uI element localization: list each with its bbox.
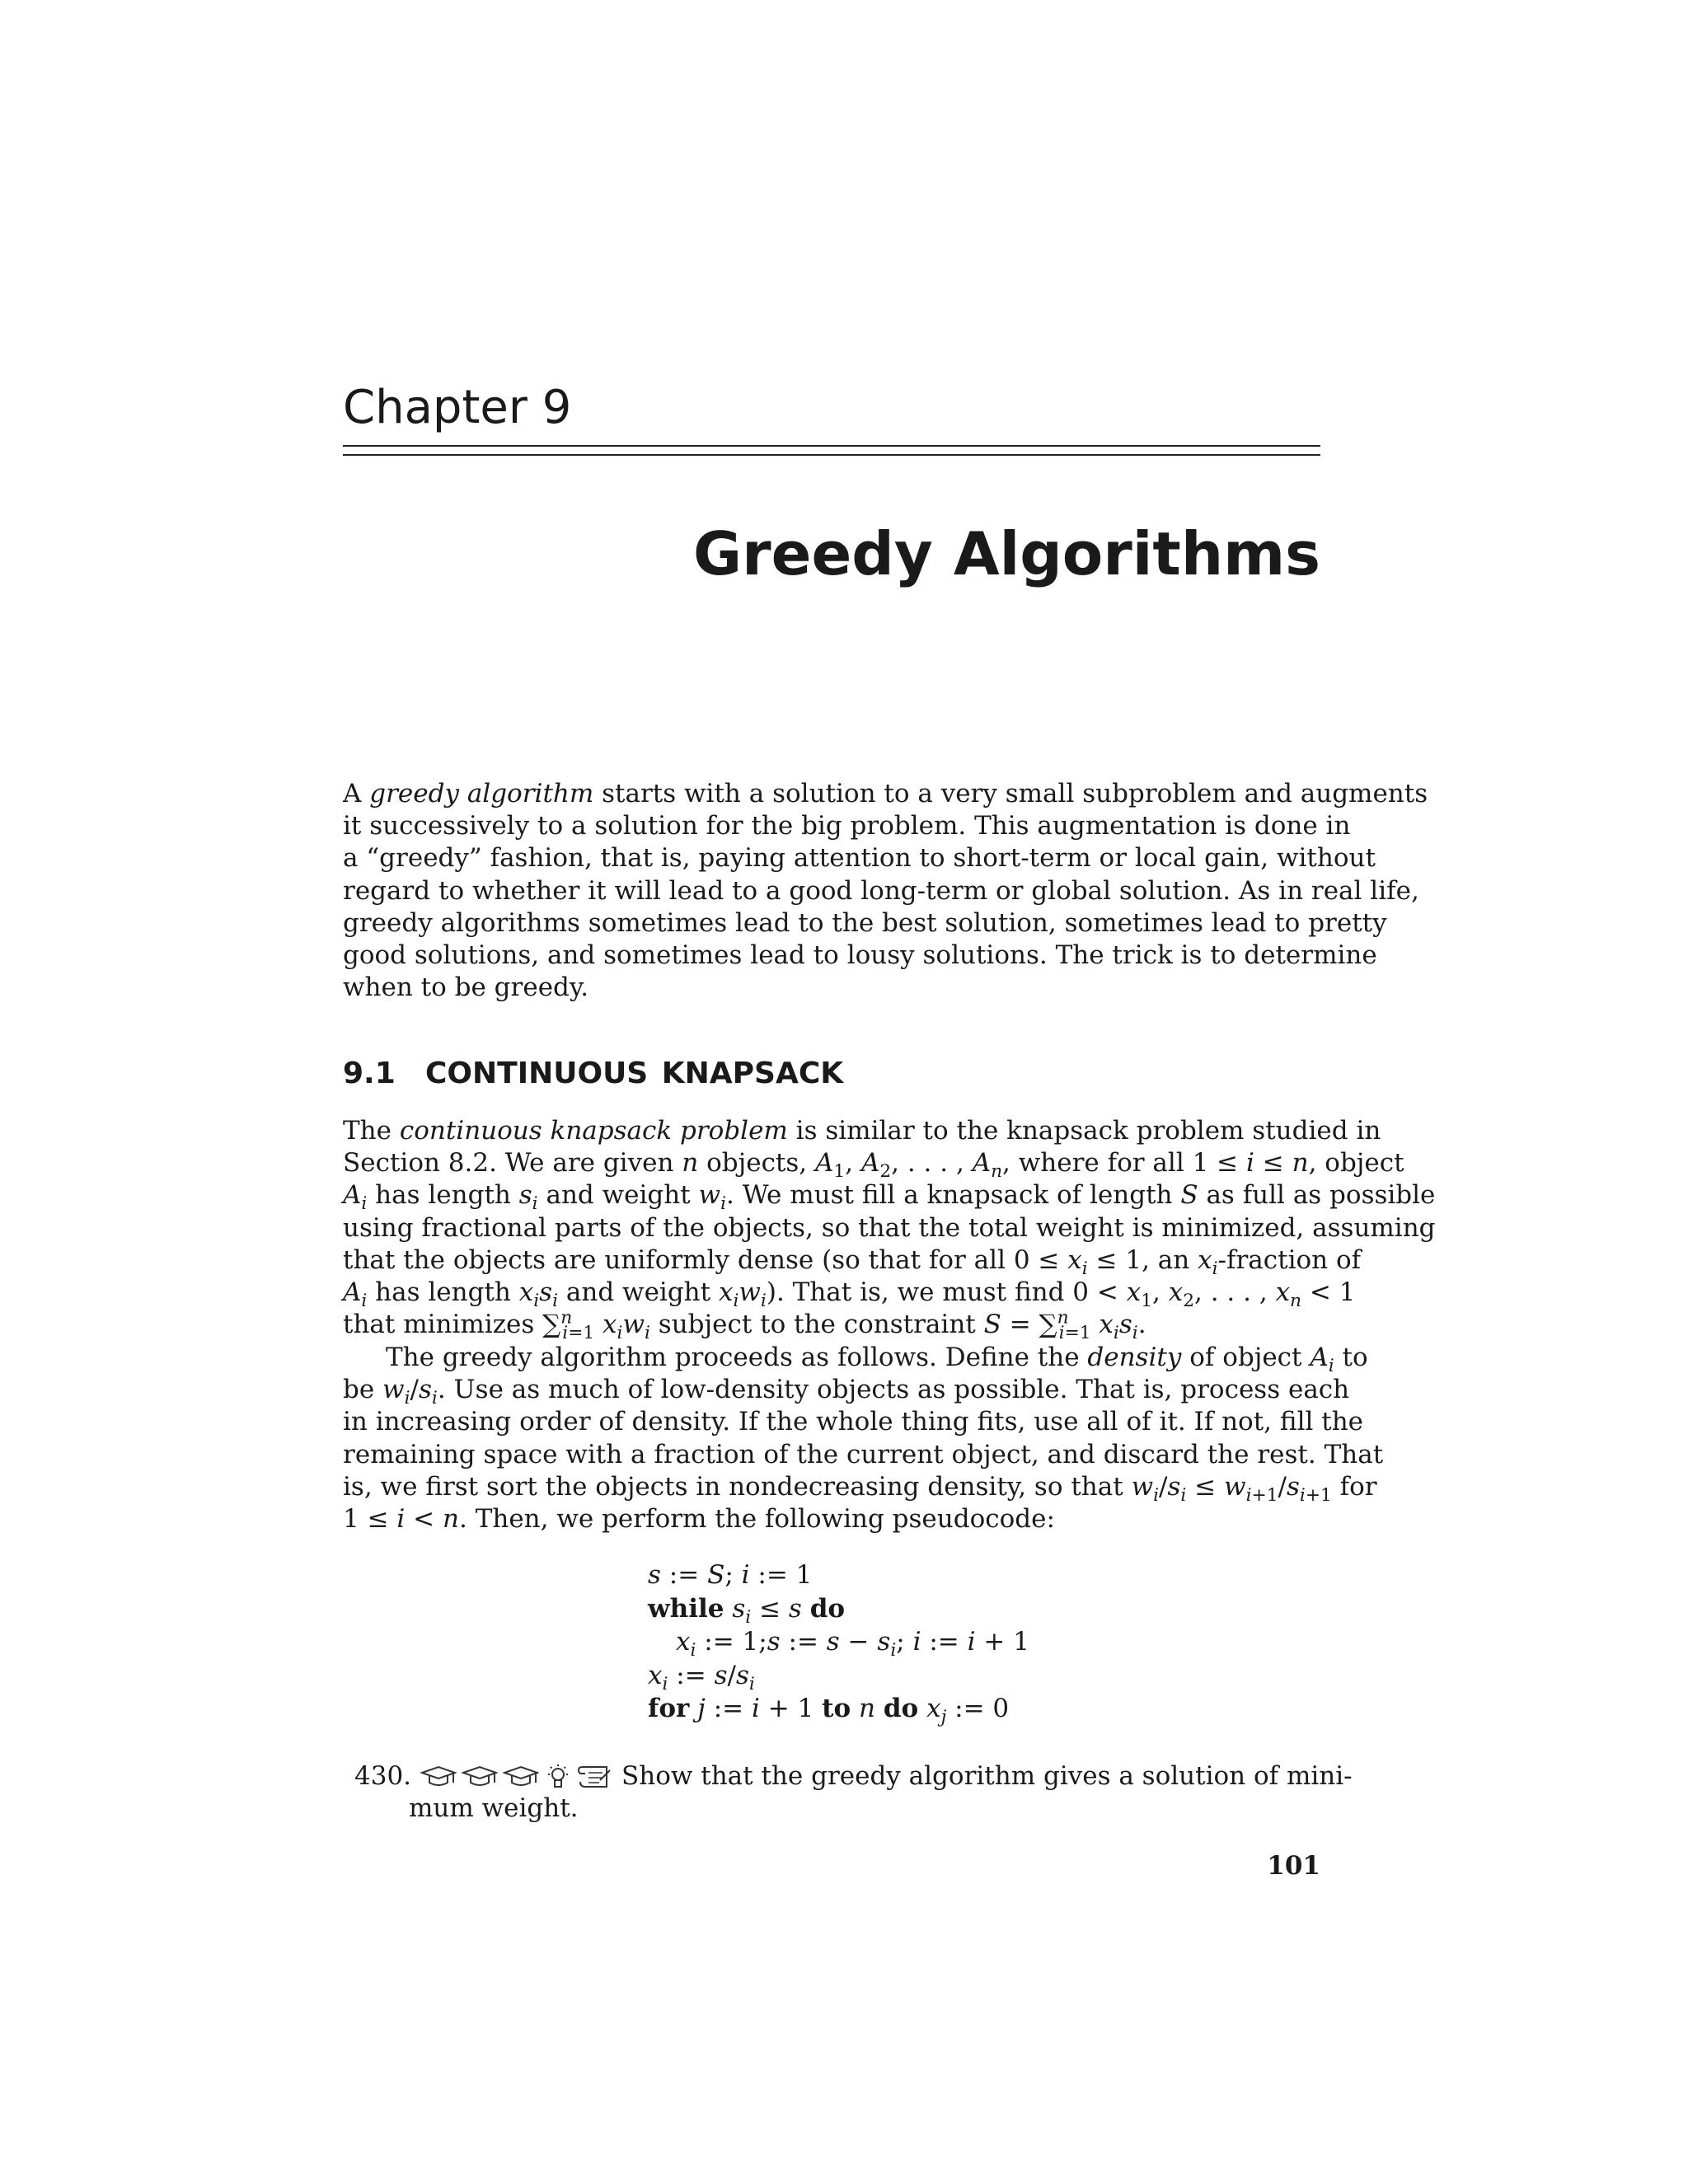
intro-line: good solutions, and sometimes lead to lousy solutions. The trick is to determine [343,940,1377,971]
exercise-430 [343,1760,1353,1825]
greedy-paragraph [343,1342,1384,1535]
chapter-rule-top [343,445,1320,447]
pseudocode-line: s := S; i := 1 [648,1560,813,1590]
exercise-text-continued: mum weight. [409,1793,579,1824]
difficulty-icons [420,1763,612,1793]
mortarboard-icon [462,1765,498,1791]
chapter-rule-bottom [343,454,1320,456]
intro-line: greedy algorithms sometimes lead to the best solution, sometimes lead to pretty [343,907,1387,938]
knapsack-line: that the objects are uniformly dense (so that for all $0 \le x_i \le 1$, an $x_i$-fraction of [343,1244,1362,1279]
mortarboard-icon [420,1765,457,1791]
knapsack-line: using fractional parts of the objects, so that the total weight is minimized, assuming [343,1212,1436,1243]
knapsack-line: The continuous knapsack problem is similar to the knapsack problem studied in [343,1116,1381,1146]
knapsack-line: Section 8.2. We are given n objects, $A_1$, $A_2$, . . . , $A_n$, where for all 1 ≤ i ≤ n, object [343,1148,1404,1183]
intro-paragraph [343,778,1428,1004]
lightbulb-icon [544,1763,572,1793]
pseudocode-line: while $s_i \le s$ do [648,1593,846,1628]
greedy-line: is, we first sort the objects in nondecreasing density, so that $w_i/s_i \le w_{i+1}/s_{i+1}$ for [343,1471,1377,1506]
intro-line: A greedy algorithm starts with a solution to a very small subproblem and augments [343,779,1428,808]
pseudocode-line: for j := i + 1 to n do $x_j$ := 0 [648,1694,1010,1728]
intro-line: a “greedy” fashion, that is, paying attention to short-term or local gain, without [343,843,1376,874]
greedy-line: remaining space with a fraction of the current object, and discard the rest. That [343,1439,1384,1469]
intro-line: regard to whether it will lead to a good long-term or global solution. As in real life, [343,875,1419,906]
chapter-title: Greedy Algorithms [693,519,1320,588]
knapsack-line: $A_i$ has length $x_is_i$ and weight $x_iw_i$). That is, we must find $0 < x_1$, $x_2$, . . . , $x_n < 1$ [343,1277,1356,1312]
scroll-icon [577,1764,612,1792]
section-number: 9.1 [343,1057,396,1090]
pseudocode-line: $x_i$ := 1;s := $s - s_i$; i := i + 1 [676,1627,1029,1661]
knapsack-line: $A_i$ has length $s_i$ and weight $w_i$. We must fill a knapsack of length S as full as possible [343,1180,1436,1215]
exercise-text: Show that the greedy algorithm gives a solution of mini- [621,1761,1353,1791]
greedy-line: be $w_i/s_i$. Use as much of low-density objects as possible. That is, process each [343,1375,1350,1409]
section-heading [343,1057,843,1090]
intro-line: it successively to a solution for the big problem. This augmentation is done in [343,811,1351,841]
pseudocode-block [648,1558,1029,1726]
mortarboard-icon [503,1765,539,1791]
pseudocode-line: $x_i$ := $s/s_i$ [648,1660,755,1694]
exercise-number: 430. [354,1761,412,1791]
section-title: CONTINUOUS KNAPSACK [425,1057,844,1090]
page-number: 101 [1267,1851,1320,1881]
knapsack-paragraph [343,1115,1436,1344]
intro-line: when to be greedy. [343,972,589,1003]
greedy-line: in increasing order of density. If the whole thing fits, use all of it. If not, fill the [343,1407,1364,1437]
knapsack-line: that minimizes ∑$^n_{i=1}$ $x_iw_i$ subject to the constraint S = ∑$^n_{i=1}$ $x_is_i$. [343,1307,1146,1344]
greedy-line: 1 ≤ i < n. Then, we perform the following pseudocode: [343,1504,1055,1535]
exercise-line [343,1760,1353,1793]
chapter-label: Chapter 9 [343,381,572,434]
greedy-line: The greedy algorithm proceeds as follows. Define the density of object $A_i$ to [386,1343,1368,1377]
